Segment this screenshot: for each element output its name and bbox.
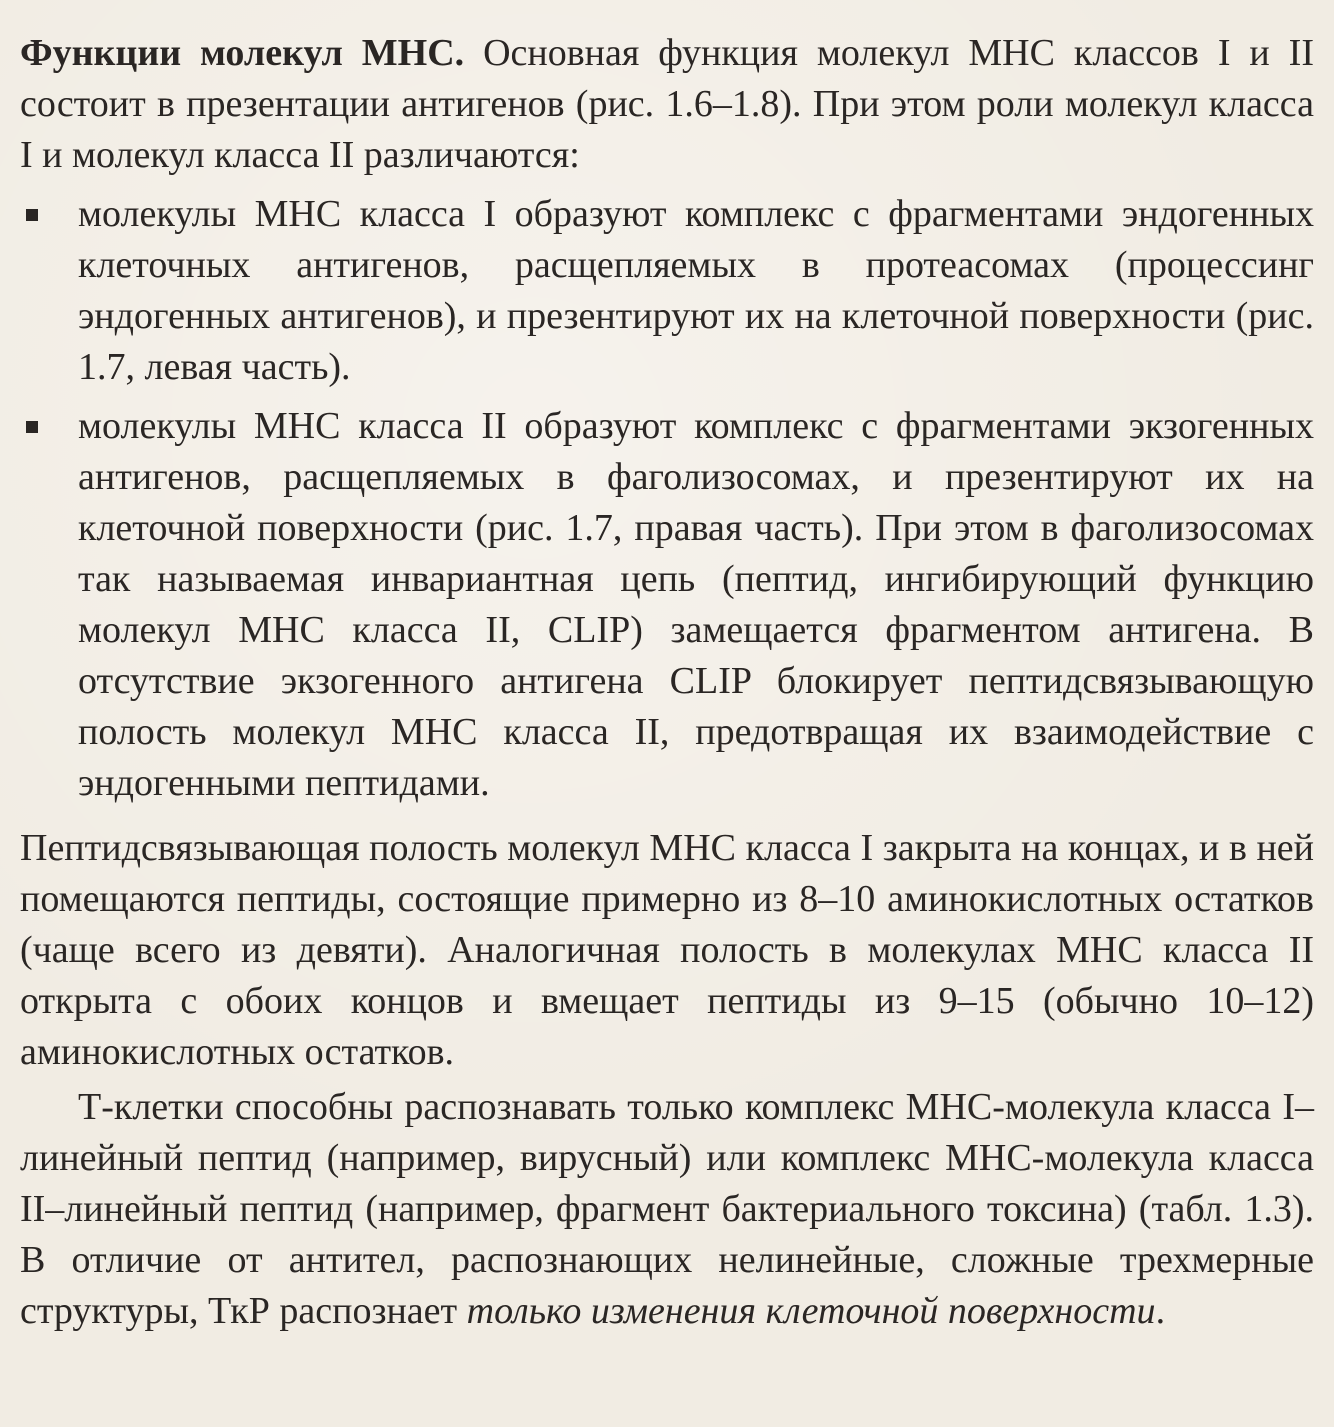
intro-paragraph	[20, 28, 1314, 181]
intro-text: Основная функция молекул МНС классов I и II состоит в презентации антигенов (рис. 1.6–1.8). При этом роли молекул класса I и молекул класса II различаются:	[20, 32, 1314, 176]
tcell-paragraph	[20, 1082, 1314, 1337]
list-item	[20, 189, 1314, 393]
bullet-square-icon	[26, 209, 38, 221]
bullet-text-class-1: молекулы МНС класса I образуют комплекс с фрагментами эндогенных клеточных антигенов, расщепляемых в протеасомах (процессинг эндогенных антигенов), и презентируют их на клеточной поверхности (рис. 1.7, левая часть).	[78, 193, 1314, 388]
bullet-list	[20, 189, 1314, 809]
section-heading: Функции молекул МНС.	[20, 32, 465, 74]
peptide-paragraph: Пептидсвязывающая полость молекул МНС класса I закрыта на концах, и в ней помещаются пептиды, состоящие примерно из 8–10 аминокислотных остатков (чаще всего из девяти). Аналогичная полость в молекулах МНС класса II открыта с обоих концов и вмещает пептиды из 9–15 (обычно 10–12) аминокислотных остатков.	[20, 827, 1314, 1073]
bullet-square-icon	[26, 421, 38, 433]
tcell-text: Т-клетки способны распознавать только комплекс МНС-молекула класса I–линейный пептид (например, вирусный) или комплекс МНС-молекула класса II–линейный пептид (например, фрагмент бактериального токсина) (табл. 1.3). В отличие от антител, распознающих нелинейные, сложные трехмерные структуры, ТкР распознает	[20, 1086, 1314, 1332]
tcell-emphasis: только изменения клеточной поверхности	[466, 1290, 1156, 1332]
bullet-text-class-2: молекулы МНС класса II образуют комплекс с фрагментами экзогенных антигенов, расщепляемых в фаголизосомах, и презентируют их на клеточной поверхности (рис. 1.7, правая часть). При этом в фаголизосомах так называемая инвариантная цепь (пептид, ингибирующий функцию молекул МНС класса II, CLIP) замещается фрагментом антигена. В отсутствие экзогенного антигена CLIP блокирует пептидсвязывающую полость молекул МНС класса II, предотвращая их взаимодействие с эндогенными пептидами.	[78, 405, 1314, 804]
tcell-end: .	[1155, 1290, 1166, 1332]
list-item	[20, 401, 1314, 809]
